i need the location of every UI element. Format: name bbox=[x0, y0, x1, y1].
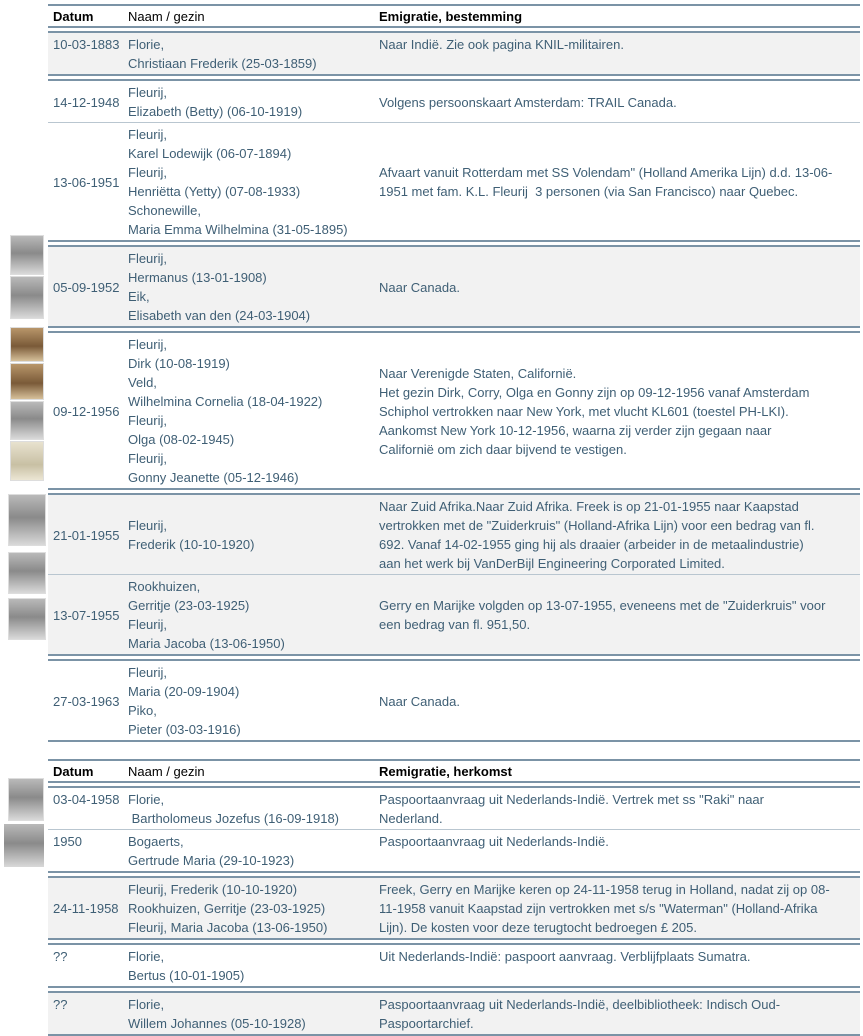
info-line: Uit Nederlands-Indië: paspoort aanvraag. Verblijfplaats Sumatra. bbox=[379, 949, 751, 964]
table-row bbox=[48, 788, 860, 829]
row-group bbox=[48, 331, 860, 490]
name-line: Wilhelmina Cornelia (18-04-1922) bbox=[128, 394, 323, 409]
row-group bbox=[48, 659, 860, 742]
row-group bbox=[48, 245, 860, 328]
name-line: Veld, bbox=[128, 375, 157, 390]
remigration-table bbox=[48, 759, 860, 1036]
info-cell bbox=[375, 278, 860, 297]
info-line: Freek, Gerry en Marijke keren op 24-11-1958 terug in Holland, nadat zij op 08- bbox=[379, 882, 830, 897]
info-cell bbox=[375, 364, 860, 459]
date-cell: 03-04-1958 bbox=[53, 792, 120, 807]
info-line: Lijn). De kosten voor deze terugtocht bedroegen £ 205. bbox=[379, 920, 697, 935]
name-cell bbox=[128, 995, 375, 1033]
name-line: Fleurij, bbox=[128, 165, 168, 180]
info-line: Paspoortaanvraag uit Nederlands-Indië. bbox=[379, 834, 609, 849]
info-cell bbox=[375, 93, 860, 112]
name-line: Schonewille, bbox=[128, 203, 201, 218]
info-line: Californië om zich daar bijvend te vestigen. bbox=[379, 441, 627, 457]
name-line: Gerritje (23-03-1925) bbox=[128, 598, 250, 613]
info-cell bbox=[375, 497, 860, 573]
info-line: Afvaart vanuit Rotterdam met SS Volendam" (Holland Amerika Lijn) d.d. 13-06- bbox=[379, 165, 833, 180]
name-cell bbox=[128, 83, 375, 121]
date-cell: 1950 bbox=[53, 834, 82, 849]
header-info: Emigratie, bestemming bbox=[379, 8, 523, 24]
name-cell bbox=[128, 663, 375, 739]
name-line: Willem Johannes (05-10-1928) bbox=[128, 1016, 306, 1031]
emigration-table bbox=[48, 4, 860, 742]
info-line: vertrokken met de "Zuiderkruis" (Holland-Afrika Lijn) voor een bedrag van fl. bbox=[379, 518, 815, 533]
info-line: Paspoortaanvraag uit Nederlands-Indië, deelbibliotheek: Indisch Oud- bbox=[379, 997, 781, 1012]
portrait-photo-hermanus bbox=[10, 235, 44, 275]
info-line: 11-1958 vanuit Kaapstad zijn vertrokken met s/s "Waterman" (Holland-Afrika bbox=[379, 901, 818, 916]
date-cell: 13-06-1951 bbox=[53, 174, 120, 190]
name-line: Bogaerts, bbox=[128, 834, 184, 849]
table-row bbox=[48, 247, 860, 326]
name-line: Maria Jacoba (13-06-1950) bbox=[128, 636, 285, 651]
name-line: Elizabeth (Betty) (06-10-1919) bbox=[128, 104, 303, 119]
date-cell: 21-01-1955 bbox=[53, 527, 120, 543]
portrait-photo-bartholomeus bbox=[8, 778, 44, 821]
name-cell bbox=[128, 516, 375, 554]
info-line: Aankomst New York 10-12-1956, waarna zij verder zijn gegaan naar bbox=[379, 422, 772, 438]
table-row bbox=[48, 661, 860, 740]
name-line: Bartholomeus Jozefus (16-09-1918) bbox=[128, 811, 340, 826]
info-cell bbox=[375, 832, 860, 851]
name-line: Florie, bbox=[128, 949, 165, 964]
info-line: Schiphol vertrokken naar New York, met vlucht KL601 (toestel PH-LKI). bbox=[379, 403, 789, 419]
info-cell bbox=[375, 35, 860, 54]
info-cell bbox=[375, 995, 860, 1033]
name-line: Fleurij, Frederik (10-10-1920) bbox=[128, 882, 298, 897]
table-row bbox=[48, 878, 860, 938]
table-header bbox=[48, 759, 860, 783]
table-row bbox=[48, 33, 860, 74]
name-line: Fleurij, Maria Jacoba (13-06-1950) bbox=[128, 920, 328, 935]
portrait-photo-gertrude bbox=[4, 824, 44, 867]
name-line: Gonny Jeanette (05-12-1946) bbox=[128, 470, 299, 485]
name-line: Christiaan Frederik (25-03-1859) bbox=[128, 56, 317, 71]
name-cell bbox=[128, 125, 375, 239]
name-line: Rookhuizen, bbox=[128, 579, 201, 594]
name-cell bbox=[128, 880, 375, 937]
name-line: Fleurij, bbox=[128, 665, 168, 680]
name-line: Florie, bbox=[128, 37, 165, 52]
table-row bbox=[48, 829, 860, 871]
info-line: 1951 met fam. K.L. Fleurij 3 personen (via San Francisco) naar Quebec. bbox=[379, 184, 799, 199]
info-cell bbox=[375, 163, 860, 201]
table-row bbox=[48, 495, 860, 574]
row-group bbox=[48, 79, 860, 242]
info-line: Nederland. bbox=[379, 811, 443, 826]
name-line: Frederik (10-10-1920) bbox=[128, 537, 255, 552]
portrait-photo-olga bbox=[10, 401, 44, 440]
info-line: aan het werk bij VanDerBijl Engineering Corporated Limited. bbox=[379, 556, 725, 571]
name-line: Henriëtta (Yetty) (07-08-1933) bbox=[128, 184, 301, 199]
info-cell bbox=[375, 880, 860, 937]
table-row bbox=[48, 945, 860, 986]
info-line: Volgens persoonskaart Amsterdam: TRAIL Canada. bbox=[379, 94, 677, 110]
header-name: Naam / gezin bbox=[128, 763, 205, 779]
info-line: 692. Vanaf 14-02-1955 ging hij als draaier (arbeider in de metaalindustrie) bbox=[379, 537, 804, 552]
name-line: Rookhuizen, Gerritje (23-03-1925) bbox=[128, 901, 326, 916]
portrait-photo-frederik bbox=[8, 494, 46, 546]
name-line: Hermanus (13-01-1908) bbox=[128, 270, 267, 285]
portrait-photo-gerritje bbox=[8, 552, 46, 594]
name-line: Eik, bbox=[128, 289, 150, 304]
portrait-photo-maria-jacoba bbox=[8, 598, 46, 640]
name-line: Pieter (03-03-1916) bbox=[128, 722, 241, 737]
name-cell bbox=[128, 790, 375, 828]
row-group bbox=[48, 876, 860, 940]
info-line: Het gezin Dirk, Corry, Olga en Gonny zijn op 09-12-1956 vanaf Amsterdam bbox=[379, 384, 810, 400]
row-group bbox=[48, 31, 860, 76]
date-cell: ?? bbox=[53, 949, 68, 964]
name-cell bbox=[128, 249, 375, 325]
date-cell: 09-12-1956 bbox=[53, 403, 120, 419]
header-info: Remigratie, herkomst bbox=[379, 763, 512, 779]
info-line: een bedrag van fl. 951,50. bbox=[379, 617, 531, 632]
portrait-photo-elisabeth bbox=[10, 276, 44, 319]
info-cell bbox=[375, 790, 860, 828]
name-cell bbox=[128, 335, 375, 487]
date-cell: 10-03-1883 bbox=[53, 37, 120, 52]
name-line: Fleurij, bbox=[128, 127, 168, 142]
info-line: Naar Canada. bbox=[379, 693, 460, 709]
header-name: Naam / gezin bbox=[128, 8, 205, 24]
table-row bbox=[48, 574, 860, 654]
portrait-photo-wilhelmina bbox=[10, 363, 44, 400]
name-line: Karel Lodewijk (06-07-1894) bbox=[128, 146, 292, 161]
portrait-photo-dirk bbox=[10, 327, 44, 362]
date-cell: ?? bbox=[53, 997, 68, 1012]
header-date: Datum bbox=[53, 8, 94, 24]
header-date: Datum bbox=[53, 763, 94, 779]
name-cell bbox=[128, 577, 375, 653]
info-cell bbox=[375, 947, 860, 966]
table-row bbox=[48, 122, 860, 240]
name-line: Fleurij, bbox=[128, 85, 168, 100]
info-line: Naar Verenigde Staten, Californië. bbox=[379, 365, 577, 381]
row-group bbox=[48, 493, 860, 656]
name-line: Elisabeth van den (24-03-1904) bbox=[128, 308, 311, 323]
date-cell: 27-03-1963 bbox=[53, 693, 120, 709]
table-header bbox=[48, 4, 860, 28]
date-cell: 05-09-1952 bbox=[53, 279, 120, 295]
name-line: Fleurij, bbox=[128, 518, 168, 533]
name-line: Fleurij, bbox=[128, 451, 168, 466]
name-line: Maria (20-09-1904) bbox=[128, 684, 240, 699]
info-line: Gerry en Marijke volgden op 13-07-1955, eveneens met de "Zuiderkruis" voor bbox=[379, 598, 826, 613]
date-cell: 24-11-1958 bbox=[53, 901, 119, 916]
row-group bbox=[48, 991, 860, 1036]
info-line: Naar Zuid Afrika.Naar Zuid Afrika. Freek is op 21-01-1955 naar Kaapstad bbox=[379, 499, 799, 514]
name-line: Fleurij, bbox=[128, 617, 168, 632]
name-line: Piko, bbox=[128, 703, 157, 718]
info-cell bbox=[375, 692, 860, 711]
name-cell bbox=[128, 947, 375, 985]
name-line: Olga (08-02-1945) bbox=[128, 432, 235, 447]
info-cell bbox=[375, 596, 860, 634]
name-line: Florie, bbox=[128, 792, 165, 807]
name-line: Fleurij, bbox=[128, 251, 168, 266]
name-cell bbox=[128, 35, 375, 73]
date-cell: 14-12-1948 bbox=[53, 94, 120, 110]
name-cell bbox=[128, 832, 375, 870]
info-line: Paspoortarchief. bbox=[379, 1016, 474, 1031]
name-line: Fleurij, bbox=[128, 337, 168, 352]
name-line: Florie, bbox=[128, 997, 165, 1012]
name-line: Bertus (10-01-1905) bbox=[128, 968, 245, 983]
table-row bbox=[48, 81, 860, 122]
row-group bbox=[48, 786, 860, 873]
info-line: Naar Canada. bbox=[379, 279, 460, 295]
portrait-photo-gonny bbox=[10, 441, 44, 481]
info-line: Naar Indië. Zie ook pagina KNIL-militairen. bbox=[379, 37, 624, 52]
name-line: Gertrude Maria (29-10-1923) bbox=[128, 853, 295, 868]
name-line: Maria Emma Wilhelmina (31-05-1895) bbox=[128, 222, 348, 237]
info-line: Paspoortaanvraag uit Nederlands-Indië. Vertrek met ss "Raki" naar bbox=[379, 792, 764, 807]
table-row bbox=[48, 993, 860, 1034]
name-line: Dirk (10-08-1919) bbox=[128, 356, 230, 371]
date-cell: 13-07-1955 bbox=[53, 607, 120, 623]
table-row bbox=[48, 333, 860, 488]
row-group bbox=[48, 943, 860, 988]
name-line: Fleurij, bbox=[128, 413, 168, 428]
